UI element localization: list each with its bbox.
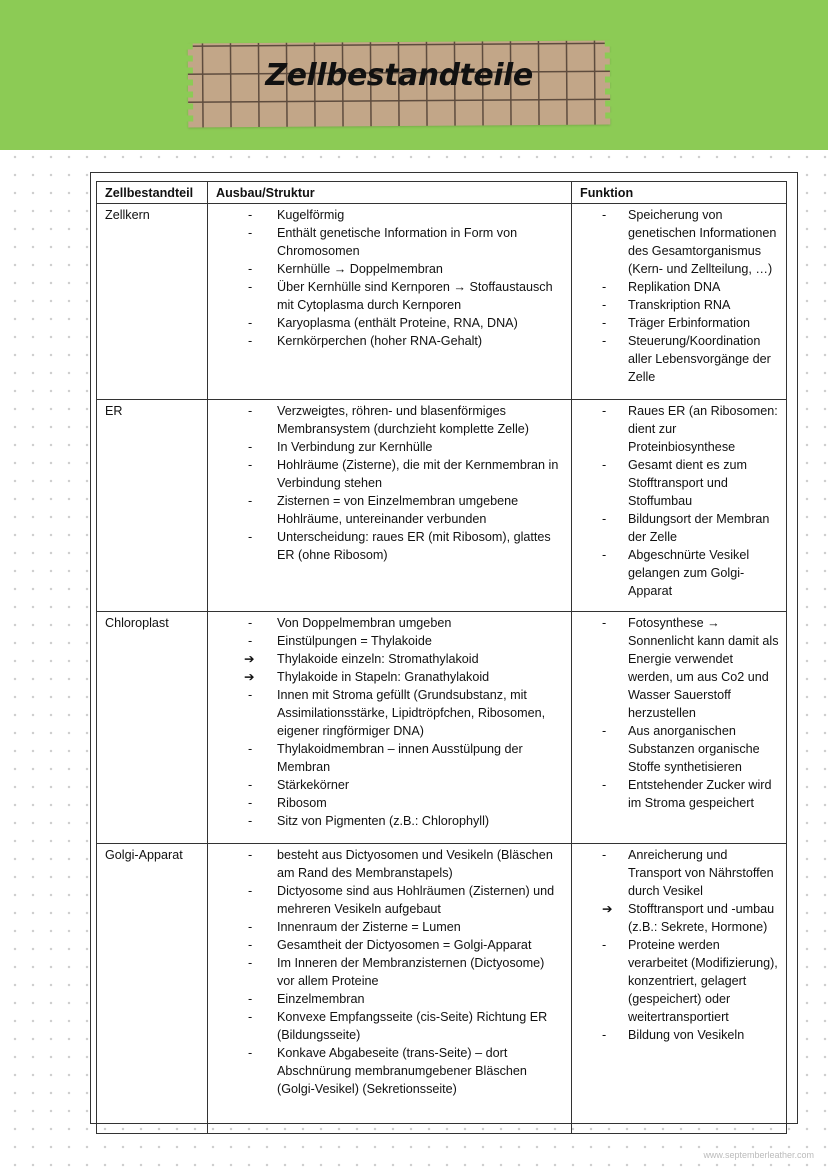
dash-bullet: -: [248, 956, 253, 970]
list-item: [580, 936, 780, 1026]
list-item-text: Einzelmembran: [277, 992, 365, 1006]
list-item: [580, 510, 780, 546]
list-item: [216, 492, 565, 528]
list-item-text: Raues ER (an Ribosomen: dient zur Proteinbiosynthese: [628, 404, 778, 454]
dash-bullet: -: [602, 404, 607, 418]
table-row: [97, 612, 787, 844]
list-item-text: Stofftransport und -umbau (z.B.: Sekrete, Hormone): [628, 902, 775, 934]
list-item: [216, 278, 565, 314]
dash-bullet: -: [602, 938, 607, 952]
list-item: [216, 456, 565, 492]
list-item: [216, 740, 565, 776]
dash-bullet: -: [248, 920, 253, 934]
list-item: [580, 332, 780, 386]
structure-list: [216, 206, 565, 350]
function-cell: [572, 844, 787, 1134]
list-item-text: Verzweigtes, röhren- und blasenförmiges Membransystem (durchzieht komplette Zelle): [277, 404, 529, 436]
list-item-text: Innen mit Stroma gefüllt (Grundsubstanz, mit Assimilationsstärke, Lipidtröpfchen, Ribosomen, eigener ringförmiger DNA): [277, 688, 546, 738]
dash-bullet: -: [248, 334, 253, 348]
function-cell: [572, 204, 787, 400]
function-cell: [572, 400, 787, 612]
list-item-text: Bildungsort der Membran der Zelle: [628, 512, 770, 544]
list-item-text: Gesamt dient es zum Stofftransport und Stoffumbau: [628, 458, 747, 508]
list-item: [580, 776, 780, 812]
list-item-text: Stärkekörner: [277, 778, 350, 792]
component-name: Zellkern: [97, 204, 208, 400]
list-item: [580, 296, 780, 314]
dash-bullet: -: [602, 208, 607, 222]
list-item: [216, 650, 565, 668]
dash-bullet: -: [248, 1046, 253, 1060]
list-item: [216, 954, 565, 990]
dash-bullet: -: [248, 458, 253, 472]
list-item-text: Proteine werden verarbeitet (Modifizierung), konzentriert, gelagert (gespeichert) oder weitertransportiert: [628, 938, 778, 1024]
list-item-text: Einstülpungen = Thylakoide: [277, 634, 432, 648]
list-item-text: Ribosom: [277, 796, 327, 810]
column-header-function: Funktion: [572, 182, 787, 204]
list-item: [216, 882, 565, 918]
list-item-text: Thylakoide in Stapeln: Granathylakoid: [277, 670, 490, 684]
list-item: [216, 528, 565, 564]
list-item-text: besteht aus Dictyosomen und Vesikeln (Bläschen am Rand des Membranstapels): [277, 848, 553, 880]
list-item-text: Zisternen = von Einzelmembran umgebene Hohlräume, untereinander verbunden: [277, 494, 519, 526]
list-item: [216, 332, 565, 350]
dash-bullet: -: [248, 262, 253, 276]
list-item: [216, 206, 565, 224]
list-item: [216, 794, 565, 812]
list-item: [216, 632, 565, 650]
dash-bullet: -: [248, 634, 253, 648]
list-item: [216, 990, 565, 1008]
structure-cell: [208, 400, 572, 612]
cell-components-table: [96, 181, 787, 1134]
list-item-text: Von Doppelmembran umgeben: [277, 616, 452, 630]
list-item: [580, 900, 780, 936]
dash-bullet: -: [602, 316, 607, 330]
list-item-text: Innenraum der Zisterne = Lumen: [277, 920, 461, 934]
arrow-bullet-icon: ➔: [602, 902, 613, 916]
list-item-text: Transkription RNA: [628, 298, 731, 312]
list-item: [216, 918, 565, 936]
dash-bullet: -: [248, 226, 253, 240]
table-row: [97, 400, 787, 612]
list-item-text: Hohlräume (Zisterne), die mit der Kernmembran in Verbindung stehen: [277, 458, 559, 490]
function-cell: [572, 612, 787, 844]
dash-bullet: -: [248, 848, 253, 862]
list-item: [580, 314, 780, 332]
list-item: [216, 668, 565, 686]
list-item-text: Fotosynthese → Sonnenlicht kann damit als Energie verwendet werden, um aus Co2 und Wasser Sauerstoff herzustellen: [628, 616, 779, 720]
structure-cell: [208, 612, 572, 844]
list-item-text: Kugelförmig: [277, 208, 345, 222]
list-item: [216, 776, 565, 794]
list-item: [580, 456, 780, 510]
function-list: [580, 846, 780, 1044]
list-item-text: Aus anorganischen Substanzen organische Stoffe synthetisieren: [628, 724, 760, 774]
dash-bullet: -: [248, 778, 253, 792]
list-item-text: Kernhülle → Doppelmembran: [277, 262, 443, 276]
list-item: [216, 614, 565, 632]
component-name: Golgi-Apparat: [97, 844, 208, 1134]
list-item: [580, 1026, 780, 1044]
list-item: [216, 438, 565, 456]
dash-bullet: -: [248, 796, 253, 810]
dash-bullet: -: [602, 334, 607, 348]
dash-bullet: -: [248, 1010, 253, 1024]
list-item-text: Thylakoidmembran – innen Ausstülpung der Membran: [277, 742, 523, 774]
column-header-component: Zellbestandteil: [97, 182, 208, 204]
list-item: [216, 686, 565, 740]
list-item-text: Im Inneren der Membranzisternen (Dictyosome) vor allem Proteine: [277, 956, 545, 988]
structure-cell: [208, 204, 572, 400]
list-item-text: Speicherung von genetischen Informationen des Gesamtorganismus (Kern- und Zellteilung, …): [628, 208, 777, 276]
structure-cell: [208, 844, 572, 1134]
dash-bullet: -: [248, 208, 253, 222]
list-item-text: Über Kernhülle sind Kernporen → Stoffaustausch mit Cytoplasma durch Kernporen: [277, 280, 553, 312]
list-item: [216, 812, 565, 830]
dash-bullet: -: [602, 298, 607, 312]
table-row: [97, 844, 787, 1134]
list-item: [216, 1044, 565, 1098]
list-item-text: Kernkörperchen (hoher RNA-Gehalt): [277, 334, 483, 348]
dash-bullet: -: [248, 440, 253, 454]
list-item: [216, 846, 565, 882]
list-item: [580, 546, 780, 600]
list-item: [216, 314, 565, 332]
list-item-text: Enthält genetische Information in Form von Chromosomen: [277, 226, 518, 258]
list-item-text: Sitz von Pigmenten (z.B.: Chlorophyll): [277, 814, 490, 828]
page-title: Zellbestandteile: [265, 58, 533, 93]
list-item: [580, 722, 780, 776]
dash-bullet: -: [248, 280, 253, 294]
list-item-text: In Verbindung zur Kernhülle: [277, 440, 433, 454]
structure-list: [216, 846, 565, 1098]
structure-list: [216, 614, 565, 830]
dash-bullet: -: [248, 992, 253, 1006]
dash-bullet: -: [602, 616, 607, 630]
function-list: [580, 206, 780, 386]
dash-bullet: -: [248, 742, 253, 756]
list-item: [580, 846, 780, 900]
dash-bullet: -: [248, 884, 253, 898]
dash-bullet: -: [602, 724, 607, 738]
list-item: [216, 1008, 565, 1044]
list-item: [580, 278, 780, 296]
dash-bullet: -: [248, 530, 253, 544]
list-item-text: Anreicherung und Transport von Nährstoffen durch Vesikel: [628, 848, 774, 898]
list-item-text: Dictyosome sind aus Hohlräumen (Zisternen) und mehreren Vesikeln aufgebaut: [277, 884, 555, 916]
dash-bullet: -: [248, 814, 253, 828]
table-row: [97, 204, 787, 400]
function-list: [580, 614, 780, 812]
list-item-text: Bildung von Vesikeln: [628, 1028, 745, 1042]
list-item-text: Konvexe Empfangsseite (cis-Seite) Richtung ER (Bildungsseite): [277, 1010, 548, 1042]
dash-bullet: -: [602, 778, 607, 792]
dash-bullet: -: [248, 494, 253, 508]
list-item-text: Abgeschnürte Vesikel gelangen zum Golgi-Apparat: [628, 548, 750, 598]
list-item: [216, 936, 565, 954]
dash-bullet: -: [248, 938, 253, 952]
dash-bullet: -: [248, 404, 253, 418]
dash-bullet: -: [602, 512, 607, 526]
dash-bullet: -: [248, 316, 253, 330]
arrow-bullet-icon: ➔: [244, 652, 255, 666]
list-item-text: Steuerung/Koordination aller Lebensvorgänge der Zelle: [628, 334, 771, 384]
list-item: [580, 206, 780, 278]
function-list: [580, 402, 780, 600]
dash-bullet: -: [602, 848, 607, 862]
list-item-text: Replikation DNA: [628, 280, 721, 294]
dash-bullet: -: [248, 616, 253, 630]
list-item-text: Gesamtheit der Dictyosomen = Golgi-Apparat: [277, 938, 532, 952]
list-item: [216, 224, 565, 260]
dash-bullet: -: [602, 548, 607, 562]
dash-bullet: -: [248, 688, 253, 702]
list-item: [216, 402, 565, 438]
dash-bullet: -: [602, 1028, 607, 1042]
footer-watermark: www.septemberleather.com: [703, 1150, 814, 1160]
component-name: Chloroplast: [97, 612, 208, 844]
dash-bullet: -: [602, 280, 607, 294]
column-header-structure: Ausbau/Struktur: [208, 182, 572, 204]
dash-bullet: -: [602, 458, 607, 472]
list-item: [580, 402, 780, 456]
structure-list: [216, 402, 565, 564]
list-item: [216, 260, 565, 278]
list-item-text: Konkave Abgabeseite (trans-Seite) – dort Abschnürung membranumgebener Bläschen (Golgi-Vesikel) (Sekretionsseite): [277, 1046, 527, 1096]
list-item-text: Thylakoide einzeln: Stromathylakoid: [277, 652, 479, 666]
component-name: ER: [97, 400, 208, 612]
list-item-text: Entstehender Zucker wird im Stroma gespeichert: [628, 778, 772, 810]
arrow-bullet-icon: ➔: [244, 670, 255, 684]
table-header-row: [97, 182, 787, 204]
list-item-text: Unterscheidung: raues ER (mit Ribosom), glattes ER (ohne Ribosom): [277, 530, 551, 562]
list-item: [580, 614, 780, 722]
list-item-text: Träger Erbinformation: [628, 316, 751, 330]
list-item-text: Karyoplasma (enthält Proteine, RNA, DNA): [277, 316, 518, 330]
